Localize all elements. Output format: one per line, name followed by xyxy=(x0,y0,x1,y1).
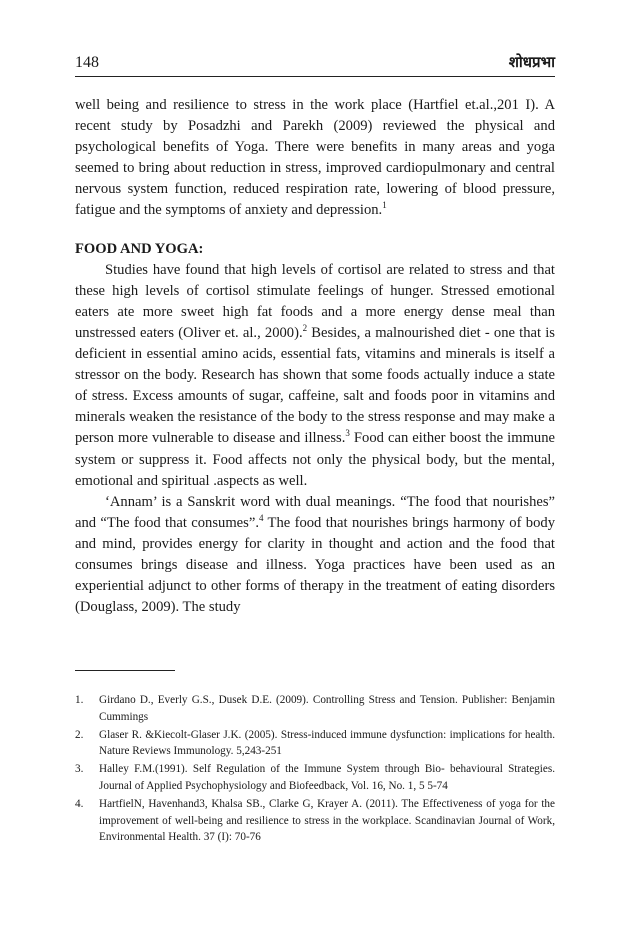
footnote-ref-1[interactable]: 1 xyxy=(382,200,387,211)
footnote-ref-3[interactable]: 3 xyxy=(345,428,350,439)
header-rule xyxy=(75,76,555,77)
body-text xyxy=(75,95,555,618)
footnote-item: 4. HartfielN, Havenhand3, Khalsa SB., Clarke G, Krayer A. (2011). The Effectiveness of yoga for the improvement of well-being and resilience to stress in the workplace. Scandinavian Journal of Work, Environmental Health. 37 (I): 70-76 xyxy=(75,797,555,844)
footnote-item: 2. Glaser R. &Kiecolt-Glaser J.K. (2005). Stress-induced immune dysfunction: implications for health. Nature Reviews Immunology. 5,243-251 xyxy=(75,728,555,758)
footnote-ref-2[interactable]: 2 xyxy=(302,323,308,334)
section-heading: FOOD AND YOGA: xyxy=(75,240,204,257)
footnote-item: 3. Halley F.M.(1991). Self Regulation of the Immune System through Bio- behavioural Strategies. Journal of Applied Psychophysiology and Biofeedback, Vol. 16, No. 1, 5 5-74 xyxy=(75,763,555,792)
running-header xyxy=(75,50,555,72)
page-number: 148 xyxy=(75,54,99,71)
footnote-separator xyxy=(75,670,175,671)
paragraph-annam: ‘Annam’ is a Sanskrit word with dual meanings. “The food that nourishes” and “The food that consumes”.$^4$ The food that nourishes brings harmony of body and mind, provides energy for clarity in thought and action and the food that consumes brings disease and illness. Yoga practices have been used as an experiential adjunct to other forms of therapy in the treatment of eating disorders (Douglass, 2009). The study xyxy=(75,493,555,616)
footnote-ref-4[interactable]: 4 xyxy=(258,512,264,523)
footnotes-list xyxy=(75,692,555,847)
journal-title: शोधप्रभा xyxy=(508,53,555,71)
footnote-item: 1. Girdano D., Everly G.S., Dusek D.E. (2009). Controlling Stress and Tension. Publisher: Benjamin Cummings xyxy=(75,694,555,723)
paragraph-food-stress: Studies have found that high levels of cortisol are related to stress and that these high levels of cortisol stimulate feelings of hunger. Stressed emotional eaters ate more sweet high fat foods and a more energy dense meal than unstressed eaters (Oliver et. al., 2000).$^2$ Besides, a malnourished diet - one that is deficient in essential amino acids, essential fats, vitamins and minerals is itself a stressor on the body. Research has shown that some foods actually induce a state of stress. Excess amounts of sugar, caffeine, salt and foods poor in vitamins and minerals weaken the resistance of the body to the stress response and may make a person more vulnerable to disease and illness.$^3$ Food can either boost the immune system or suppress it. Food affects not only the physical body, but the mental, emotional and spiritual .aspects as well. xyxy=(75,261,555,489)
intro-paragraph: well being and resilience to stress in the work place (Hartfiel et.al.,201 I). A recent study by Posadzhi and Parekh (2009) reviewed the physical and psychological benefits of Yoga. There were benefits in many areas and yoga seemed to bring about reduction in stress, improved cardiopulmonary and central nervous system function, reduced respiration rate, lowering of blood pressure, fatigue and the symptoms of anxiety and depression.$^1$ xyxy=(75,97,555,219)
